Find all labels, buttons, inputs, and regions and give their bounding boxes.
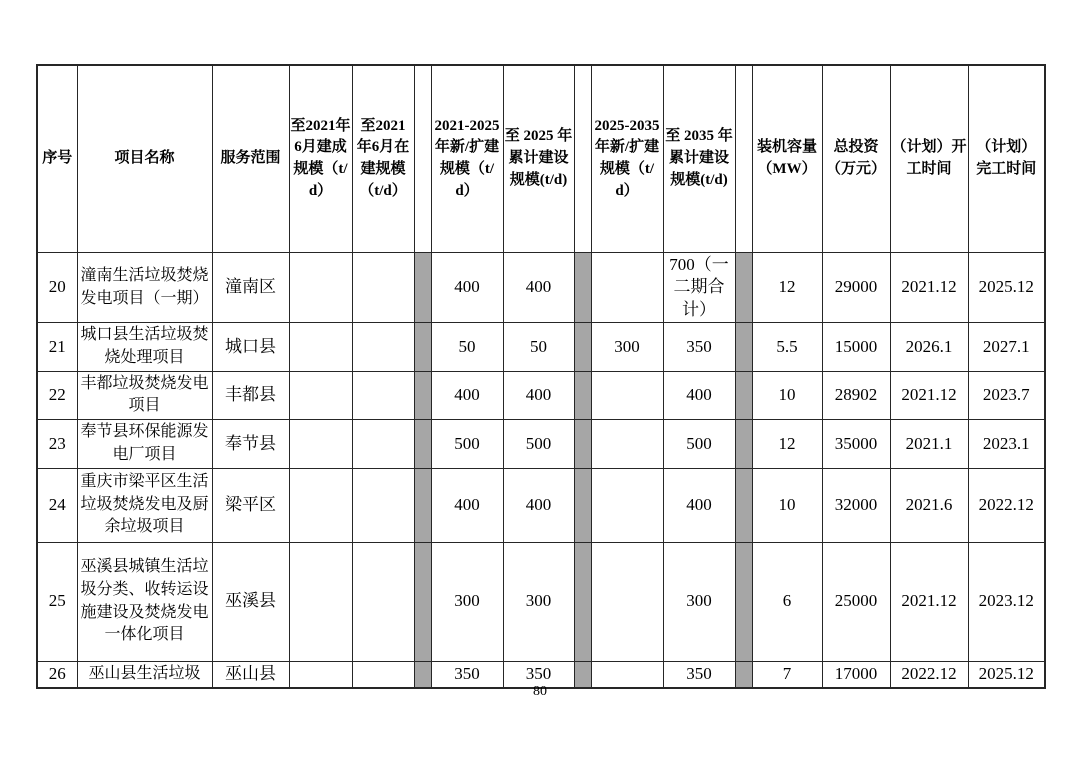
cell-capacity_mw: 12 — [752, 420, 822, 468]
cell-service_area: 潼南区 — [212, 253, 289, 323]
cell-cumulative_2025: 300 — [503, 542, 574, 661]
separator-column — [735, 420, 752, 468]
cell-cumulative_2025: 400 — [503, 468, 574, 542]
cell-built_2021_06 — [289, 468, 352, 542]
cell-planned_finish: 2023.12 — [968, 542, 1045, 661]
col-header-planned_start: （计划）开工时间 — [890, 65, 968, 253]
cell-service_area: 城口县 — [212, 323, 289, 371]
cell-new_2021_2025: 500 — [431, 420, 503, 468]
table-row — [37, 420, 1045, 468]
cell-service_area: 奉节县 — [212, 420, 289, 468]
cell-cumulative_2035: 300 — [663, 542, 735, 661]
table-row — [37, 323, 1045, 371]
separator-column — [574, 323, 591, 371]
separator-column — [414, 65, 431, 253]
cell-new_2025_2035: 300 — [591, 323, 663, 371]
cell-project_name: 重庆市梁平区生活垃圾焚烧发电及厨余垃圾项目 — [77, 468, 212, 542]
cell-new_2021_2025: 400 — [431, 253, 503, 323]
cell-investment: 25000 — [822, 542, 890, 661]
cell-project_name: 城口县生活垃圾焚烧处理项目 — [77, 323, 212, 371]
cell-capacity_mw: 12 — [752, 253, 822, 323]
cell-under_construction_2021_06 — [352, 542, 414, 661]
cell-built_2021_06 — [289, 542, 352, 661]
table-row — [37, 542, 1045, 661]
separator-column — [414, 253, 431, 323]
cell-project_name: 巫山县生活垃圾 — [77, 661, 212, 688]
cell-new_2025_2035 — [591, 468, 663, 542]
col-header-investment: 总投资（万元） — [822, 65, 890, 253]
separator-column — [574, 253, 591, 323]
cell-under_construction_2021_06 — [352, 420, 414, 468]
cell-planned_start: 2022.12 — [890, 661, 968, 688]
separator-column — [414, 468, 431, 542]
cell-capacity_mw: 7 — [752, 661, 822, 688]
separator-column — [735, 542, 752, 661]
cell-under_construction_2021_06 — [352, 323, 414, 371]
table-row — [37, 468, 1045, 542]
cell-capacity_mw: 10 — [752, 371, 822, 419]
cell-planned_finish: 2025.12 — [968, 253, 1045, 323]
separator-column — [574, 65, 591, 253]
separator-column — [574, 542, 591, 661]
col-header-planned_finish: （计划）完工时间 — [968, 65, 1045, 253]
separator-column — [735, 253, 752, 323]
cell-new_2025_2035 — [591, 420, 663, 468]
cell-planned_start: 2021.6 — [890, 468, 968, 542]
cell-built_2021_06 — [289, 323, 352, 371]
cell-cumulative_2035: 700（一二期合计） — [663, 253, 735, 323]
cell-new_2021_2025: 400 — [431, 371, 503, 419]
cell-project_name: 巫溪县城镇生活垃圾分类、收转运设施建设及焚烧发电一体化项目 — [77, 542, 212, 661]
cell-investment: 15000 — [822, 323, 890, 371]
col-header-built_2021_06: 至2021年6月建成规模（t/d） — [289, 65, 352, 253]
cell-cumulative_2025: 350 — [503, 661, 574, 688]
cell-investment: 17000 — [822, 661, 890, 688]
cell-planned_finish: 2025.12 — [968, 661, 1045, 688]
table-row — [37, 371, 1045, 419]
col-header-cumulative_2025: 至 2025 年累计建设规模(t/d) — [503, 65, 574, 253]
separator-column — [735, 65, 752, 253]
table-row — [37, 253, 1045, 323]
cell-service_area: 梁平区 — [212, 468, 289, 542]
separator-column — [735, 323, 752, 371]
cell-planned_finish: 2023.7 — [968, 371, 1045, 419]
cell-new_2025_2035 — [591, 542, 663, 661]
col-header-under_construction_2021_06: 至2021年6月在建规模（t/d） — [352, 65, 414, 253]
cell-index: 23 — [37, 420, 77, 468]
cell-cumulative_2035: 400 — [663, 371, 735, 419]
cell-index: 21 — [37, 323, 77, 371]
cell-index: 26 — [37, 661, 77, 688]
cell-service_area: 巫山县 — [212, 661, 289, 688]
cell-investment: 29000 — [822, 253, 890, 323]
cell-cumulative_2035: 350 — [663, 323, 735, 371]
cell-index: 20 — [37, 253, 77, 323]
separator-column — [735, 468, 752, 542]
cell-cumulative_2025: 400 — [503, 371, 574, 419]
separator-column — [574, 420, 591, 468]
project-plan-table — [36, 64, 1046, 689]
cell-investment: 35000 — [822, 420, 890, 468]
col-header-service_area: 服务范围 — [212, 65, 289, 253]
separator-column — [414, 542, 431, 661]
cell-new_2021_2025: 50 — [431, 323, 503, 371]
separator-column — [414, 420, 431, 468]
cell-project_name: 奉节县环保能源发电厂项目 — [77, 420, 212, 468]
cell-service_area: 巫溪县 — [212, 542, 289, 661]
cell-planned_start: 2021.12 — [890, 371, 968, 419]
cell-cumulative_2035: 500 — [663, 420, 735, 468]
cell-planned_start: 2021.1 — [890, 420, 968, 468]
cell-project_name: 丰都垃圾焚烧发电项目 — [77, 371, 212, 419]
cell-cumulative_2025: 500 — [503, 420, 574, 468]
cell-new_2025_2035 — [591, 253, 663, 323]
cell-under_construction_2021_06 — [352, 253, 414, 323]
separator-column — [414, 371, 431, 419]
cell-under_construction_2021_06 — [352, 371, 414, 419]
separator-column — [574, 468, 591, 542]
cell-planned_finish: 2023.1 — [968, 420, 1045, 468]
cell-index: 22 — [37, 371, 77, 419]
cell-under_construction_2021_06 — [352, 468, 414, 542]
cell-new_2021_2025: 350 — [431, 661, 503, 688]
cell-investment: 32000 — [822, 468, 890, 542]
cell-built_2021_06 — [289, 371, 352, 419]
cell-planned_finish: 2022.12 — [968, 468, 1045, 542]
cell-built_2021_06 — [289, 253, 352, 323]
separator-column — [414, 323, 431, 371]
col-header-capacity_mw: 装机容量（MW） — [752, 65, 822, 253]
separator-column — [574, 371, 591, 419]
table-body — [37, 253, 1045, 689]
cell-cumulative_2035: 350 — [663, 661, 735, 688]
cell-cumulative_2035: 400 — [663, 468, 735, 542]
col-header-index: 序号 — [37, 65, 77, 253]
page-number: 80 — [533, 684, 547, 699]
cell-planned_start: 2021.12 — [890, 253, 968, 323]
cell-planned_start: 2026.1 — [890, 323, 968, 371]
cell-planned_start: 2021.12 — [890, 542, 968, 661]
cell-service_area: 丰都县 — [212, 371, 289, 419]
cell-capacity_mw: 10 — [752, 468, 822, 542]
cell-new_2021_2025: 300 — [431, 542, 503, 661]
table-header — [37, 65, 1045, 253]
cell-index: 25 — [37, 542, 77, 661]
cell-investment: 28902 — [822, 371, 890, 419]
cell-cumulative_2025: 400 — [503, 253, 574, 323]
col-header-new_2021_2025: 2021-2025 年新/扩建规模（t/d） — [431, 65, 503, 253]
header-row — [37, 65, 1045, 253]
cell-project_name: 潼南生活垃圾焚烧发电项目（一期） — [77, 253, 212, 323]
cell-capacity_mw: 6 — [752, 542, 822, 661]
col-header-project_name: 项目名称 — [77, 65, 212, 253]
cell-capacity_mw: 5.5 — [752, 323, 822, 371]
col-header-cumulative_2035: 至 2035 年累计建设规模(t/d) — [663, 65, 735, 253]
cell-new_2025_2035 — [591, 371, 663, 419]
cell-planned_finish: 2027.1 — [968, 323, 1045, 371]
cell-new_2021_2025: 400 — [431, 468, 503, 542]
col-header-new_2025_2035: 2025-2035 年新/扩建规模（t/d） — [591, 65, 663, 253]
cell-index: 24 — [37, 468, 77, 542]
separator-column — [735, 371, 752, 419]
cell-built_2021_06 — [289, 420, 352, 468]
cell-cumulative_2025: 50 — [503, 323, 574, 371]
